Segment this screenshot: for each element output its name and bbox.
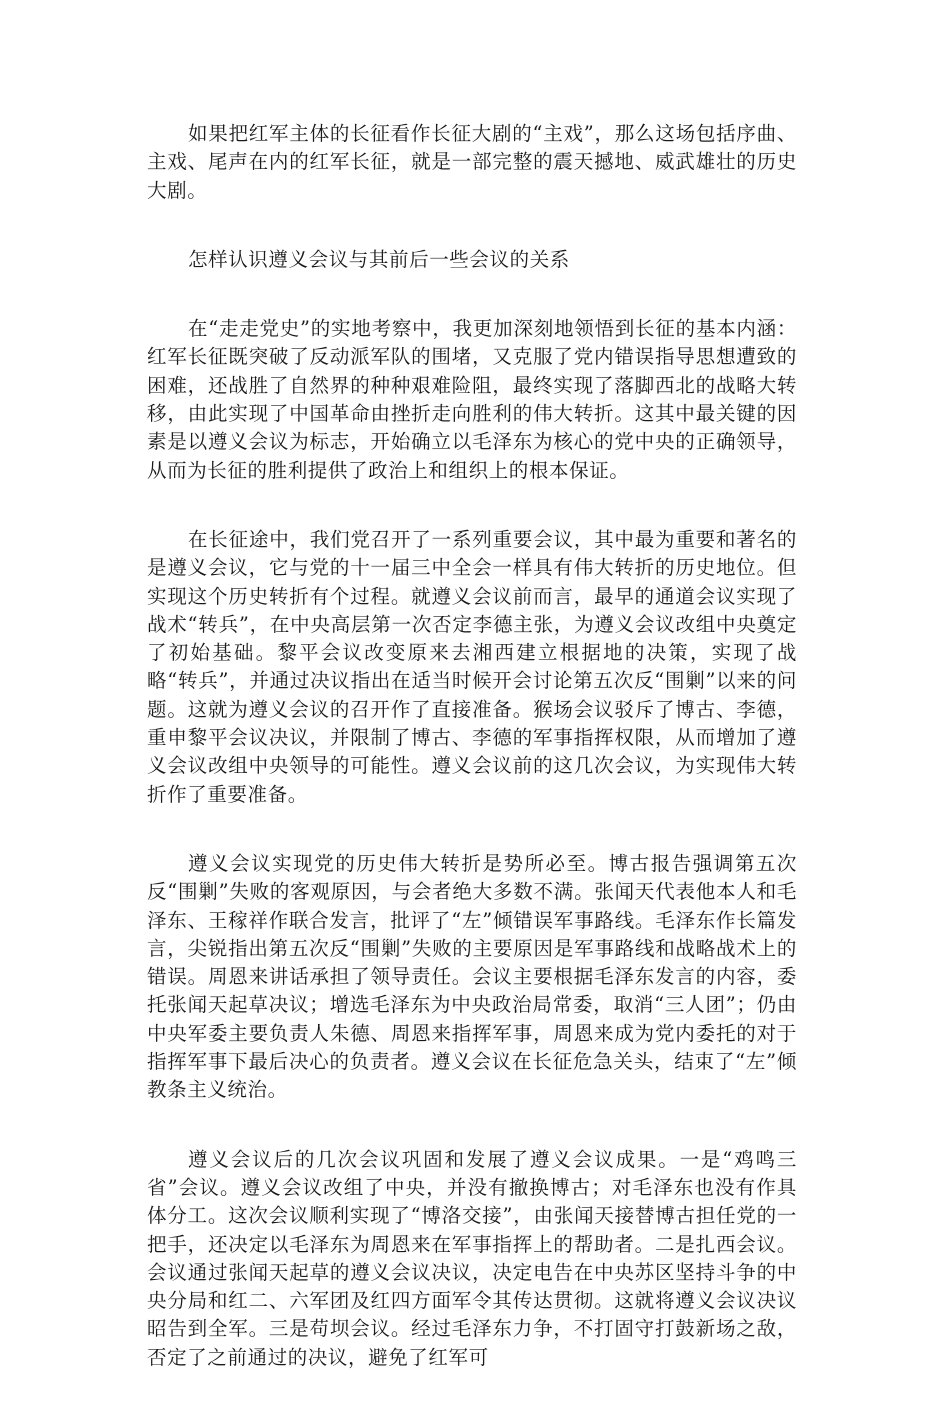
paragraph-zunyi-meeting: 遵义会议实现党的历史伟大转折是势所必至。博古报告强调第五次反“围剿”失败的客观原因，与会者绝大多数不满。张闻天代表他本人和毛泽东、王稼祥作联合发言，批评了“左”倾错误军事路线。毛泽东作长篇发言，尖锐指出第五次反“围剿”失败的主要原因是军事路线和战略战术上的错误。周恩来讲话承担了领导责任。会议主要根据毛泽东发言的内容，委托张闻天起草决议；增选毛泽东为中央政治局常委，取消“三人团”；仍由中央军委主要负责人朱德、周恩来指挥军事，周恩来成为党内委托的对于指挥军事下最后决心的负责者。遵义会议在长征危急关头，结束了“左”倾教条主义统治。 bbox=[147, 851, 797, 1102]
paragraph-intro: 如果把红军主体的长征看作长征大剧的“主戏”，那么这场包括序曲、主戏、尾声在内的红军长征，就是一部完整的震天撼地、威武雄壮的历史大剧。 bbox=[147, 122, 797, 202]
section-heading: 怎样认识遵义会议与其前后一些会议的关系 bbox=[188, 247, 570, 271]
paragraph-meetings-before-zunyi: 在长征途中，我们党召开了一系列重要会议，其中最为重要和著名的是遵义会议，它与党的十一届三中全会一样具有伟大转折的历史地位。但实现这个历史转折有个过程。就遵义会议前而言，最早的通道会议实现了战术“转兵”，在中央高层第一次否定李德主张，为遵义会议改组中央奠定了初始基础。黎平会议改变原来去湘西建立根据地的决策，实现了战略“转兵”，并通过决议指出在适当时候开会讨论第五次反“围剿”以来的问题。这就为遵义会议的召开作了直接准备。猴场会议驳斥了博古、李德，重申黎平会议决议，并限制了博古、李德的军事指挥权限，从而增加了遵义会议改组中央领导的可能性。遵义会议前的这几次会议，为实现伟大转折作了重要准备。 bbox=[147, 527, 797, 806]
paragraph-meetings-after-zunyi: 遵义会议后的几次会议巩固和发展了遵义会议成果。一是“鸡鸣三省”会议。遵义会议改组了中央，并没有撤换博古；对毛泽东也没有作具体分工。这次会议顺利实现了“博洛交接”，由张闻天接替博古担任党的一把手，还决定以毛泽东为周恩来在军事指挥上的帮助者。二是扎西会议。会议通过张闻天起草的遵义会议决议，决定电告在中央苏区坚持斗争的中央分局和红二、六军团及红四方面军令其传达贯彻。这就将遵义会议决议昭告到全军。三是苟坝会议。经过毛泽东力争，不打固守打鼓新场之敌，否定了之前通过的决议，避免了红军可 bbox=[147, 1147, 797, 1369]
paragraph-long-march-meaning: 在“走走党史”的实地考察中，我更加深刻地领悟到长征的基本内涵：红军长征既突破了反动派军队的围堵，又克服了党内错误指导思想遭致的困难，还战胜了自然界的种种艰难险阻，最终实现了落脚西北的战略大转移，由此实现了中国革命由挫折走向胜利的伟大转折。这其中最关键的因素是以遵义会议为标志，开始确立以毛泽东为核心的党中央的正确领导，从而为长征的胜利提供了政治上和组织上的根本保证。 bbox=[147, 317, 797, 482]
document-page bbox=[147, 120, 797, 1413]
